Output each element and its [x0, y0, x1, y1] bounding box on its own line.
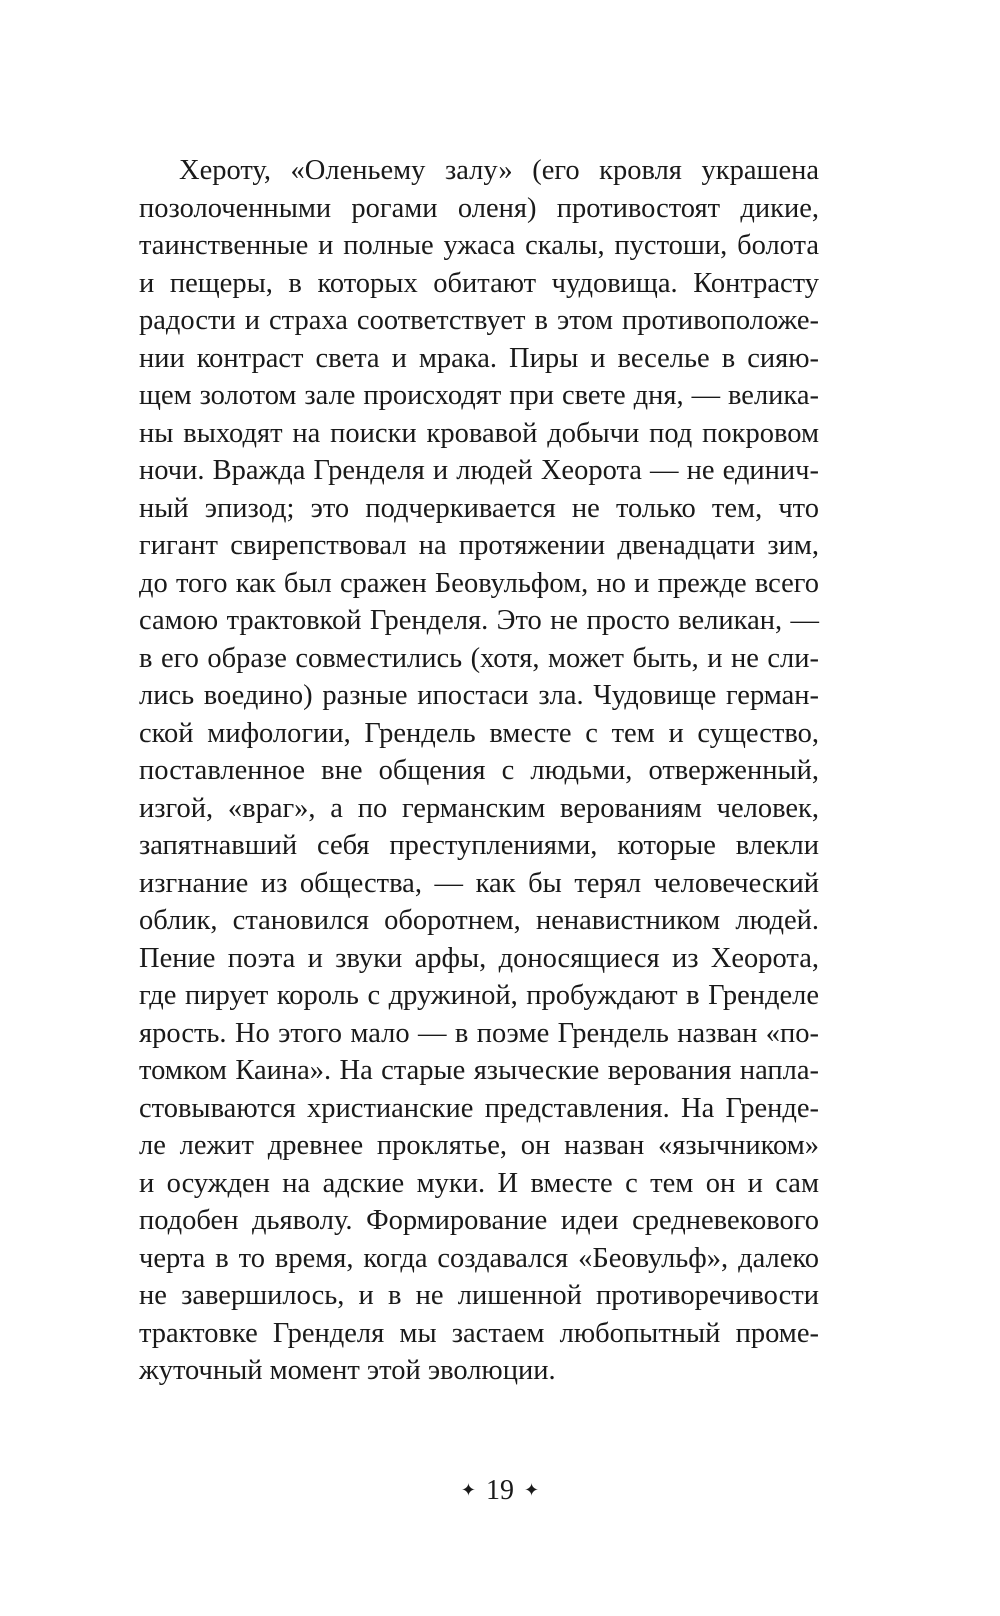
text-line: ле лежит древнее проклятье, он назван «язычником»	[139, 1130, 819, 1161]
text-line: таинственные и полные ужаса скалы, пустоши, болота	[139, 230, 819, 261]
text-line: ны выходят на поиски кровавой добычи под покровом	[139, 417, 819, 449]
text-line: изгой, «враг», а по германским верованиям человек,	[139, 792, 819, 824]
text-line: щем золотом зале происходят при свете дня, — велика-	[139, 380, 819, 411]
text-line: поставленное вне общения с людьми, отверженный,	[139, 755, 819, 786]
text-line: черта в то время, когда создавался «Беовульф», далеко	[139, 1242, 819, 1274]
text-line: томком Каина». На старые языческие верования напла-	[139, 1055, 819, 1086]
text-line: трактовке Гренделя мы застаем любопытный проме-	[139, 1317, 819, 1349]
text-line: запятнавший себя преступлениями, которые влекли	[139, 830, 819, 861]
text-line: радости и страха соответствует в этом противоположе-	[139, 305, 819, 336]
text-line: нии контраст света и мрака. Пиры и веселье в сияю-	[139, 342, 819, 374]
text-line: где пирует король с дружиной, пробуждают в Гренделе	[139, 980, 819, 1011]
text-line: позолоченными рогами оленя) противостоят дикие,	[139, 192, 819, 224]
text-line: подобен дьяволу. Формирование идеи средневекового	[139, 1205, 819, 1236]
star-ornament-icon: ✦	[460, 1480, 476, 1500]
body-paragraph	[139, 152, 819, 1390]
text-line: жуточный момент этой эволюции.	[139, 1355, 556, 1386]
text-line: Пение поэта и звуки арфы, доносящиеся из Хеорота,	[139, 942, 819, 974]
text-line: Хероту, «Оленьему залу» (его кровля украшена	[179, 155, 819, 186]
text-line: не завершилось, и в не лишенной противоречивости	[139, 1280, 819, 1311]
text-line: гигант свирепствовал на протяжении двенадцати зим,	[139, 530, 819, 561]
text-line: ный эпизод; это подчеркивается не только тем, что	[139, 492, 819, 524]
text-line: в его образе совместились (хотя, может быть, и не сли-	[139, 642, 819, 674]
text-line: стовываются христианские представления. На Гренде-	[139, 1092, 819, 1124]
page-number-value: 19	[486, 1475, 514, 1506]
text-line: ярость. Но этого мало — в поэме Грендель назван «по-	[139, 1017, 819, 1049]
text-line: ночи. Вражда Гренделя и людей Хеорота — не единич-	[139, 455, 819, 486]
text-line: и пещеры, в которых обитают чудовища. Контрасту	[139, 267, 819, 299]
text-line: и осужден на адские муки. И вместе с тем он и сам	[139, 1167, 819, 1199]
text-line: облик, становился оборотнем, ненавистником людей.	[139, 905, 819, 936]
page-number	[0, 1470, 1000, 1511]
text-line: самою трактовкой Гренделя. Это не просто великан, —	[139, 605, 819, 636]
text-line: лись воедино) разные ипостаси зла. Чудовище герман-	[139, 680, 819, 711]
text-line: изгнание из общества, — как бы терял человеческий	[139, 867, 819, 899]
star-ornament-icon: ✦	[524, 1480, 540, 1500]
text-line: до того как был сражен Беовульфом, но и прежде всего	[139, 567, 819, 599]
text-line: ской мифологии, Грендель вместе с тем и существо,	[139, 717, 819, 749]
